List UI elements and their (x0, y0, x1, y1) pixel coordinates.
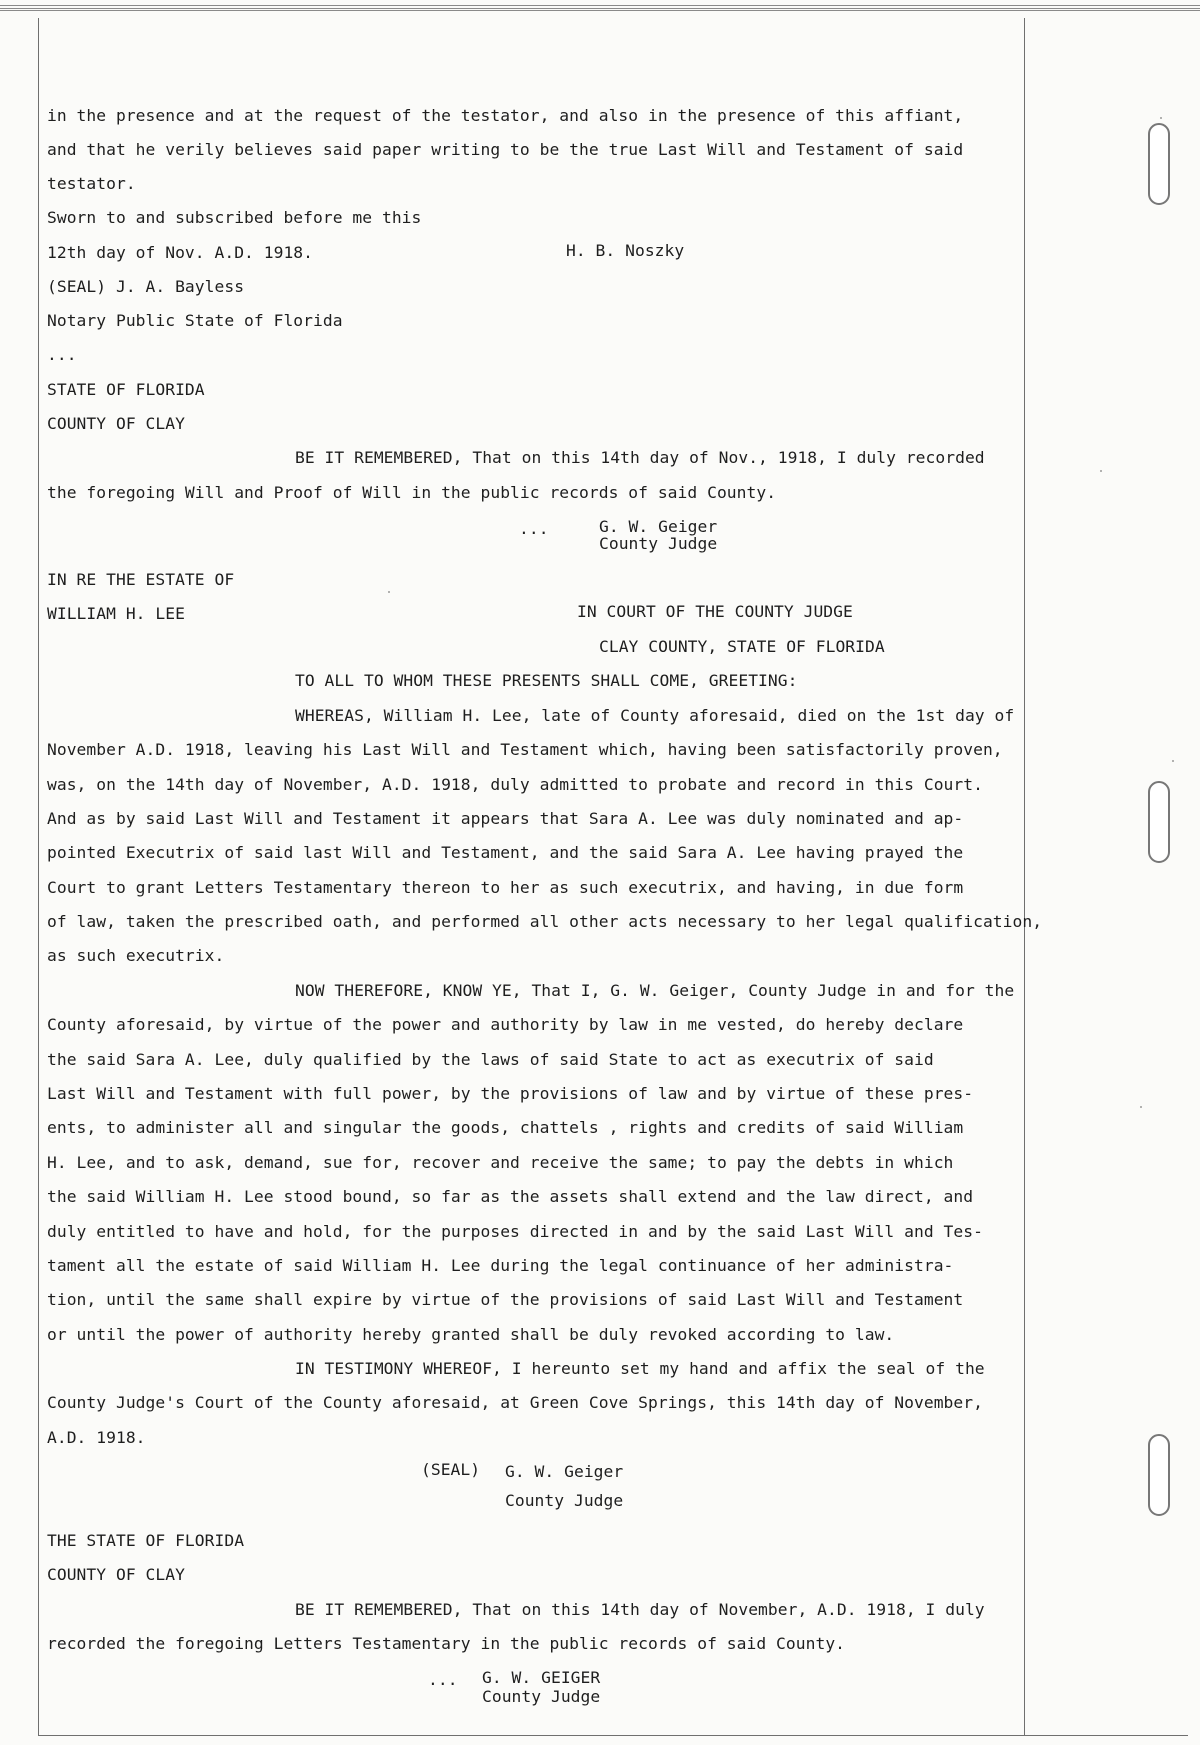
greeting-line: TO ALL TO WHOM THESE PRESENTS SHALL COME, GREETING: (295, 671, 798, 690)
text-line: IN RE THE ESTATE OF (47, 570, 235, 589)
seal-label: (SEAL) (421, 1460, 481, 1479)
text-line: County aforesaid, by virtue of the power and authority by law in me vested, do hereby declare (47, 1015, 964, 1034)
text-line: the foregoing Will and Proof of Will in the public records of said County. (47, 483, 777, 502)
text-line: as such executrix. (47, 946, 225, 965)
top-border-line (0, 5, 1200, 6)
section-separator: ... (519, 519, 549, 538)
text-line: pointed Executrix of said last Will and Testament, and the said Sara A. Lee having prayed the (47, 843, 964, 862)
text-line: BE IT REMEMBERED, That on this 14th day of Nov., 1918, I duly recorded (295, 448, 985, 467)
binder-ring-top (1148, 123, 1170, 205)
text-line: COUNTY OF CLAY (47, 414, 185, 433)
top-border-line (0, 10, 1200, 11)
text-line: recorded the foregoing Letters Testamentary in the public records of said County. (47, 1634, 846, 1653)
text-line: duly entitled to have and hold, for the purposes directed in and by the said Last Will and Tes- (47, 1222, 983, 1241)
judge-signature: G. W. Geiger (599, 517, 718, 536)
text-line: November A.D. 1918, leaving his Last Will and Testament which, having been satisfactorily proven, (47, 740, 1003, 759)
text-line: Court to grant Letters Testamentary thereon to her as such executrix, and having, in due form (47, 878, 964, 897)
binder-ring-middle (1148, 781, 1170, 863)
section-separator: ... (428, 1670, 458, 1689)
paper-speck (388, 591, 390, 593)
text-line: County Judge's Court of the County aforesaid, at Green Cove Springs, this 14th day of November, (47, 1393, 983, 1412)
section-separator: ... (47, 345, 77, 364)
text-line: (SEAL) J. A. Bayless (47, 277, 245, 296)
paper-speck (1160, 117, 1162, 119)
paper-speck (1172, 760, 1174, 762)
text-line: in the presence and at the request of the testator, and also in the presence of this affiant, (47, 106, 964, 125)
text-line: THE STATE OF FLORIDA (47, 1531, 245, 1550)
text-line: Notary Public State of Florida (47, 311, 343, 330)
text-line: H. Lee, and to ask, demand, sue for, recover and receive the same; to pay the debts in which (47, 1153, 954, 1172)
text-line: COUNTY OF CLAY (47, 1565, 185, 1584)
affiant-signature: H. B. Noszky (566, 241, 685, 260)
right-margin-line (1024, 18, 1025, 1735)
judge-title: County Judge (482, 1687, 601, 1706)
judge-title: County Judge (505, 1491, 624, 1510)
text-line: STATE OF FLORIDA (47, 380, 205, 399)
paper-speck (1100, 470, 1102, 472)
text-line: or until the power of authority hereby granted shall be duly revoked according to law. (47, 1325, 895, 1344)
text-line: tament all the estate of said William H. Lee during the legal continuance of her administra- (47, 1256, 954, 1275)
court-heading: IN COURT OF THE COUNTY JUDGE (577, 602, 853, 621)
text-line: WILLIAM H. LEE (47, 604, 185, 623)
judge-signature: G. W. Geiger (505, 1462, 624, 1481)
judge-title: County Judge (599, 534, 718, 553)
left-margin-line (38, 18, 39, 1735)
text-line: BE IT REMEMBERED, That on this 14th day of November, A.D. 1918, I duly (295, 1600, 985, 1619)
text-line: And as by said Last Will and Testament it appears that Sara A. Lee was duly nominated and ap- (47, 809, 964, 828)
text-line: the said Sara A. Lee, duly qualified by the laws of said State to act as executrix of said (47, 1050, 934, 1069)
text-line: ents, to administer all and singular the goods, chattels , rights and credits of said William (47, 1118, 964, 1137)
text-line: 12th day of Nov. A.D. 1918. (47, 243, 314, 262)
bottom-border-line (38, 1735, 1188, 1736)
text-line: testator. (47, 174, 136, 193)
text-line: A.D. 1918. (47, 1428, 146, 1447)
paper-speck (1140, 1106, 1142, 1108)
text-line: Sworn to and subscribed before me this (47, 208, 422, 227)
judge-signature: G. W. GEIGER (482, 1668, 601, 1687)
text-line: IN TESTIMONY WHEREOF, I hereunto set my hand and affix the seal of the (295, 1359, 985, 1378)
text-line: tion, until the same shall expire by virtue of the provisions of said Last Will and Testament (47, 1290, 964, 1309)
text-line: WHEREAS, William H. Lee, late of County aforesaid, died on the 1st day of (295, 706, 1015, 725)
text-line: NOW THEREFORE, KNOW YE, That I, G. W. Geiger, County Judge in and for the (295, 981, 1015, 1000)
binder-ring-bottom (1148, 1434, 1170, 1516)
text-line: of law, taken the prescribed oath, and performed all other acts necessary to her legal qualification, (47, 912, 1043, 931)
text-line: Last Will and Testament with full power, by the provisions of law and by virtue of these pres- (47, 1084, 974, 1103)
text-line: was, on the 14th day of November, A.D. 1918, duly admitted to probate and record in this Court. (47, 775, 983, 794)
court-heading: CLAY COUNTY, STATE OF FLORIDA (599, 637, 885, 656)
text-line: and that he verily believes said paper writing to be the true Last Will and Testament of said (47, 140, 964, 159)
top-border-line (0, 8, 1200, 9)
text-line: the said William H. Lee stood bound, so far as the assets shall extend and the law direct, and (47, 1187, 974, 1206)
